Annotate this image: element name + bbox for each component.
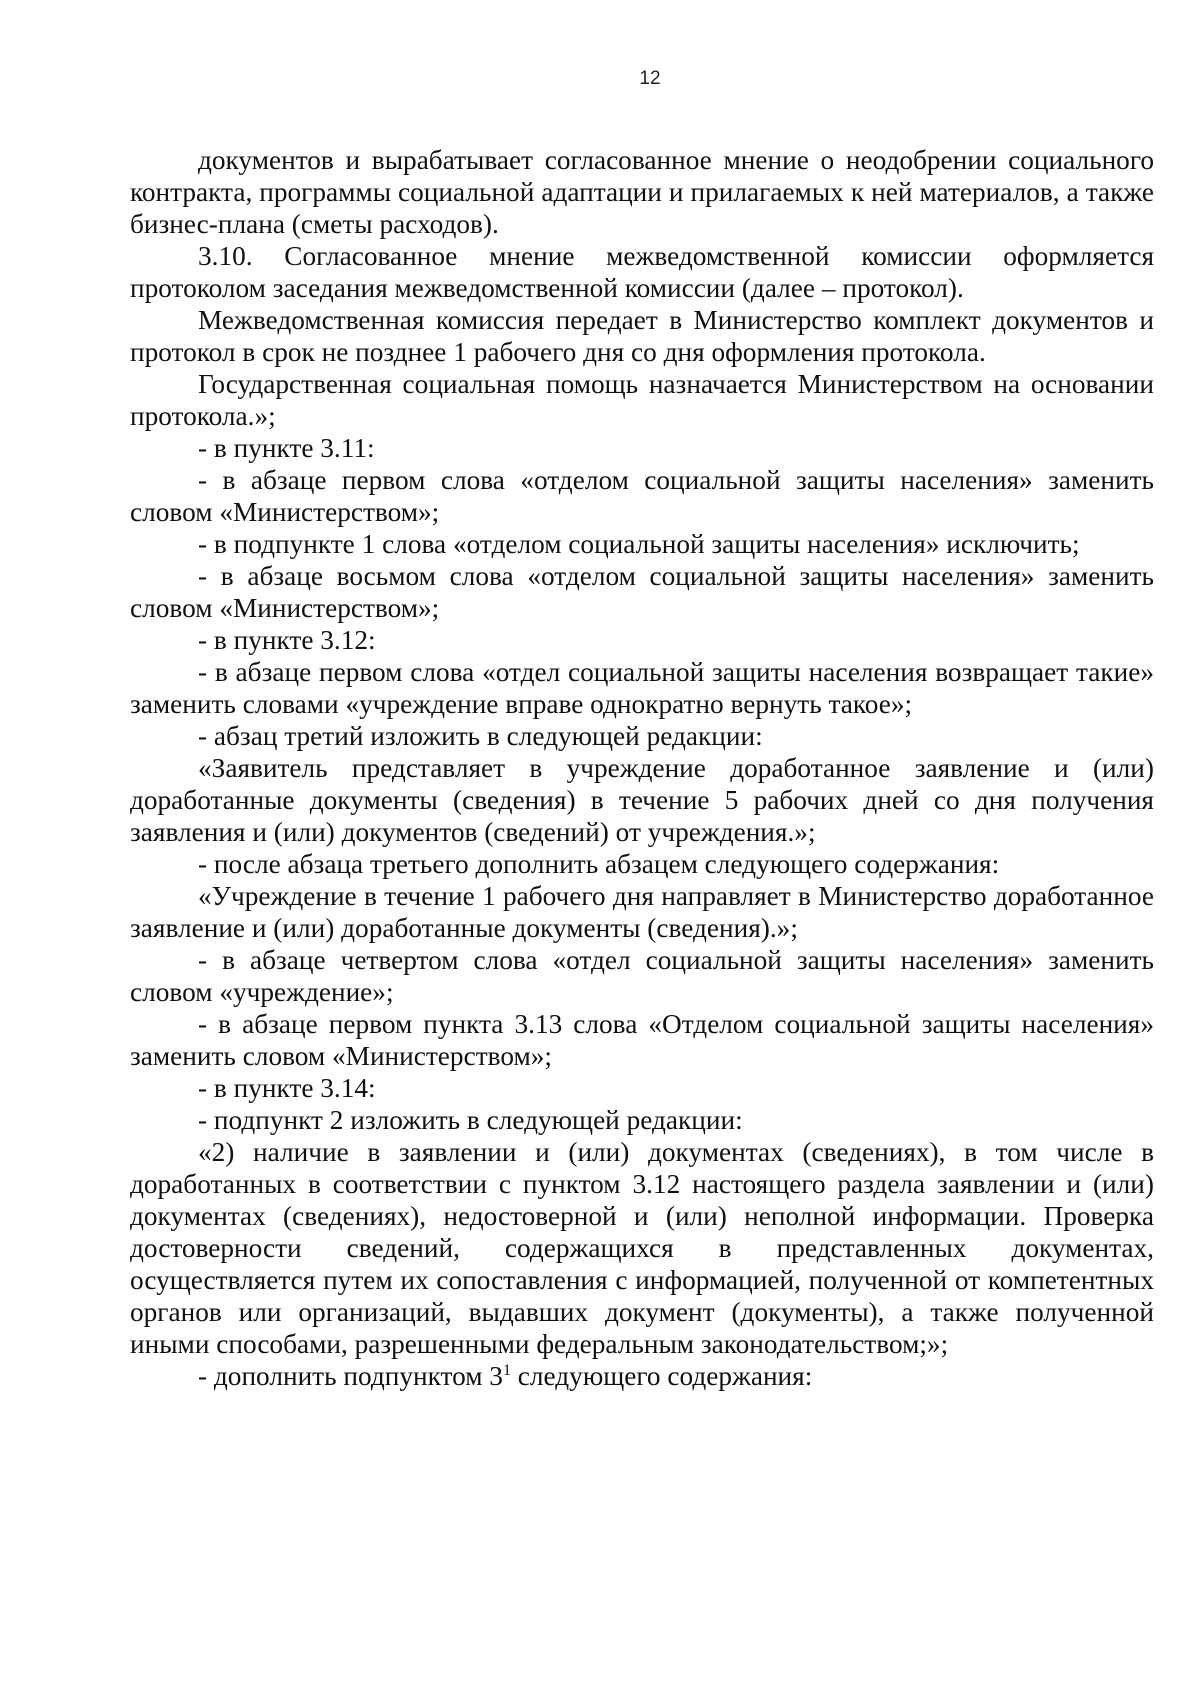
paragraph-sub2-text: «2) наличие в заявлении и (или) документах (сведениях), в том числе в доработанных в соответствии с пунктом 3.12 настоящего раздела заявлении и (или) документах (сведениях), недостоверной и (или) неполной информации. Проверка достоверности сведений, содержащихся в представленных документах, осуществляется путем их сопоставления с информацией, полученной от компетентных органов или организаций, выдавших документ (документы), а также полученной иными способами, разрешенными федеральным законодательством;»; bbox=[130, 1137, 1154, 1359]
paragraph-applicant: «Заявитель представляет в учреждение доработанное заявление и (или) доработанные документы (сведения) в течение 5 рабочих дней со дня получения заявления и (или) документов (сведений) от учреждения.»; bbox=[130, 753, 1154, 847]
paragraph-3-10: 3.10. Согласованное мнение межведомственной комиссии оформляется протоколом заседания межведомственной комиссии (далее – протокол). bbox=[130, 241, 1154, 303]
paragraph-continuation: документов и вырабатывает согласованное мнение о неодобрении социального контракта, программы социальной адаптации и прилагаемых к ней материалов, а также бизнес-плана (сметы расходов). bbox=[130, 145, 1154, 239]
document-body bbox=[130, 144, 1154, 1392]
paragraph-3-12-third: - абзац третий изложить в следующей редакции: bbox=[198, 721, 763, 751]
paragraph-3-14-sub2: - подпункт 2 изложить в следующей редакции: bbox=[198, 1105, 743, 1135]
paragraph-after-third: - после абзаца третьего дополнить абзацем следующего содержания: bbox=[198, 849, 1000, 879]
paragraph-3-11-sub1: - в подпункте 1 слова «отделом социальной защиты населения» исключить; bbox=[198, 529, 1080, 559]
page-number: 12 bbox=[639, 68, 661, 89]
paragraph-assistance-assigned: Государственная социальная помощь назначается Министерством на основании протокола.»; bbox=[130, 369, 1154, 431]
paragraph-3-11-eighth: - в абзаце восьмом слова «отделом социальной защиты населения» заменить словом «Министерством»; bbox=[130, 561, 1154, 623]
paragraph-add-subpoint bbox=[130, 1360, 1154, 1392]
paragraph-3-12-fourth: - в абзаце четвертом слова «отдел социальной защиты населения» заменить словом «учреждение»; bbox=[130, 945, 1154, 1007]
superscript-marker: 1 bbox=[502, 1361, 511, 1379]
paragraph-point-3-11: - в пункте 3.11: bbox=[198, 433, 375, 463]
add-subpoint-text: - дополнить подпунктом 3 bbox=[198, 1361, 503, 1391]
add-subpoint-tail: следующего содержания: bbox=[510, 1361, 813, 1391]
paragraph-commission-transfer: Межведомственная комиссия передает в Министерство комплект документов и протокол в срок не позднее 1 рабочего дня со дня оформления протокола. bbox=[130, 305, 1154, 367]
paragraph-institution: «Учреждение в течение 1 рабочего дня направляет в Министерство доработанное заявление и (или) доработанные документы (сведения).»; bbox=[130, 881, 1154, 943]
paragraph-point-3-12: - в пункте 3.12: bbox=[198, 625, 376, 655]
paragraph-3-11-first: - в абзаце первом слова «отделом социальной защиты населения» заменить словом «Министерством»; bbox=[130, 465, 1154, 527]
paragraph-3-12-first: - в абзаце первом слова «отдел социальной защиты населения возвращает такие» заменить словами «учреждение вправе однократно вернуть такое»; bbox=[130, 657, 1154, 719]
paragraph-point-3-14: - в пункте 3.14: bbox=[198, 1073, 376, 1103]
paragraph-3-13: - в абзаце первом пункта 3.13 слова «Отделом социальной защиты населения» заменить словом «Министерством»; bbox=[130, 1009, 1154, 1071]
